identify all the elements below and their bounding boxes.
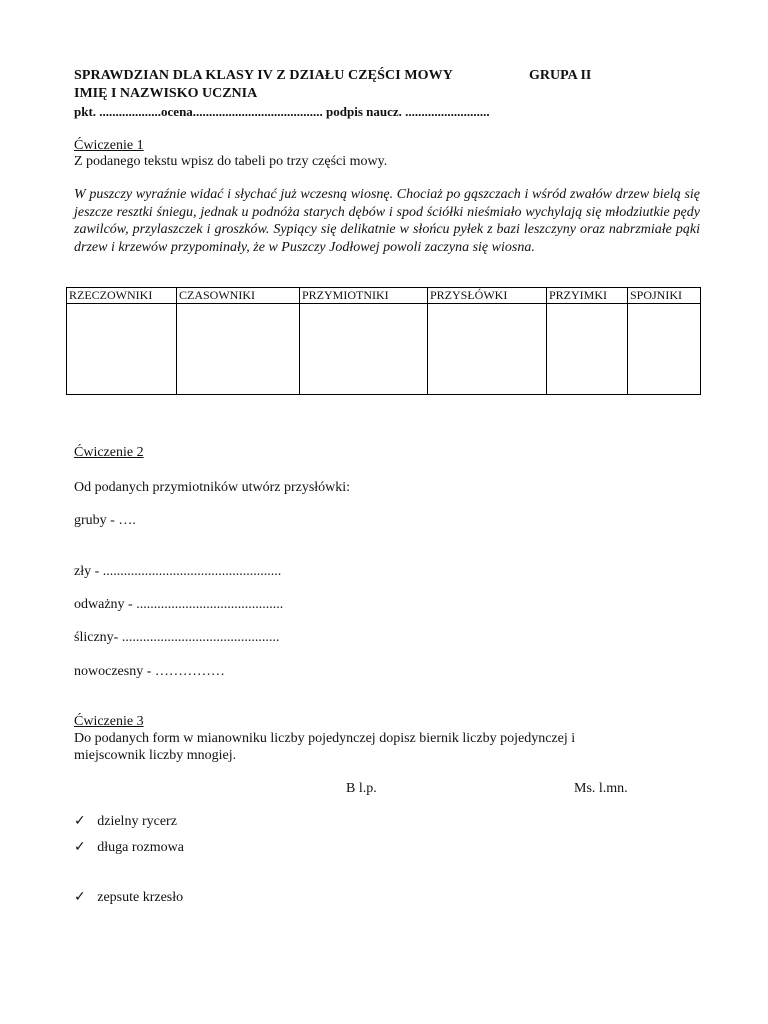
adjective-word: gruby - [74,513,119,528]
points-grade-signature-line: pkt. ...................ocena........................................ podpis naucz. .......................... [74,104,490,119]
header-przyimki: PRZYIMKI [547,288,628,304]
adjective-item [74,563,281,580]
answer-blank[interactable]: …. [118,513,136,528]
checkmark-icon: ✓ [74,839,86,855]
adjective-word: odważny - [74,597,137,612]
header-przymiotniki: PRZYMIOTNIKI [300,288,428,304]
answer-blank[interactable]: …………… [154,664,225,679]
adjective-word: śliczny- [74,630,122,645]
adjective-item [74,663,225,680]
adjective-word: zły - [74,564,103,579]
answer-blank[interactable]: ............................................. [121,630,280,645]
worksheet-title: SPRAWDZIAN DLA KLASY IV Z DZIAŁU CZĘŚCI MOWY [74,68,453,83]
group-label: GRUPA II [529,68,592,83]
exercise3-instruction-line2: miejscownik liczby mnogiej. [74,748,237,763]
adjective-item [74,512,136,529]
header-przyslowki: PRZYSŁÓWKI [428,288,547,304]
answer-cell-przymiotniki[interactable] [300,304,428,395]
parts-of-speech-table [66,287,701,395]
answer-cell-spojniki[interactable] [628,304,701,395]
exercise1-heading: Ćwiczenie 1 [74,138,144,153]
noun-phrase-item [74,813,177,830]
answer-cell-rzeczowniki[interactable] [67,304,177,395]
adjective-word: nowoczesny - [74,664,155,679]
table-answer-row [67,304,701,395]
adjective-item [74,629,279,646]
answer-blank[interactable]: .......................................... [136,597,284,612]
header-czasowniki: CZASOWNIKI [177,288,300,304]
answer-blank[interactable]: ................................................... [102,564,282,579]
adjective-item [74,596,283,613]
answer-cell-czasowniki[interactable] [177,304,300,395]
noun-phrase-item [74,889,183,906]
noun-phrase-text: długa rozmowa [97,840,184,855]
exercise2-heading: Ćwiczenie 2 [74,445,144,460]
table-header-row [67,288,701,304]
checkmark-icon: ✓ [74,889,86,905]
noun-phrase-text: zepsute krzesło [97,890,184,905]
exercise3-heading: Ćwiczenie 3 [74,714,144,729]
header-spojniki: SPOJNIKI [628,288,701,304]
exercise1-passage: W puszczy wyraźnie widać i słychać już wczesną wiosnę. Chociaż po gąszczach i wśród zwałów drzew bielą się jeszcze resztki śniegu, jednak u podnóża starych dębów i spod ściółki nieśmiało wychylają się młodziutkie pędy zawilców, przylaszczek i groszków. Sypiący się delikatnie w słońcu pyłek z bazi leszczyny oraz nabrzmiałe pąki drzew i krzewów przypominały, że w Puszczy Jodłowej powoli zaczyna się wiosna. [74,187,700,255]
column-label-accusative-singular: B l.p. [346,781,377,796]
exercise2-instruction: Od podanych przymiotników utwórz przysłówki: [74,480,351,495]
noun-phrase-text: dzielny rycerz [97,814,177,829]
column-label-locative-plural: Ms. l.mn. [574,781,628,796]
student-name-label: IMIĘ I NAZWISKO UCZNIA [74,86,258,101]
exercise1-instruction: Z podanego tekstu wpisz do tabeli po trzy części mowy. [74,154,388,169]
checkmark-icon: ✓ [74,813,86,829]
answer-cell-przyslowki[interactable] [428,304,547,395]
exercise3-instruction-line1: Do podanych form w mianowniku liczby pojedynczej dopisz biernik liczby pojedynczej i [74,731,576,746]
answer-cell-przyimki[interactable] [547,304,628,395]
header-rzeczowniki: RZECZOWNIKI [67,288,177,304]
noun-phrase-item [74,839,184,856]
